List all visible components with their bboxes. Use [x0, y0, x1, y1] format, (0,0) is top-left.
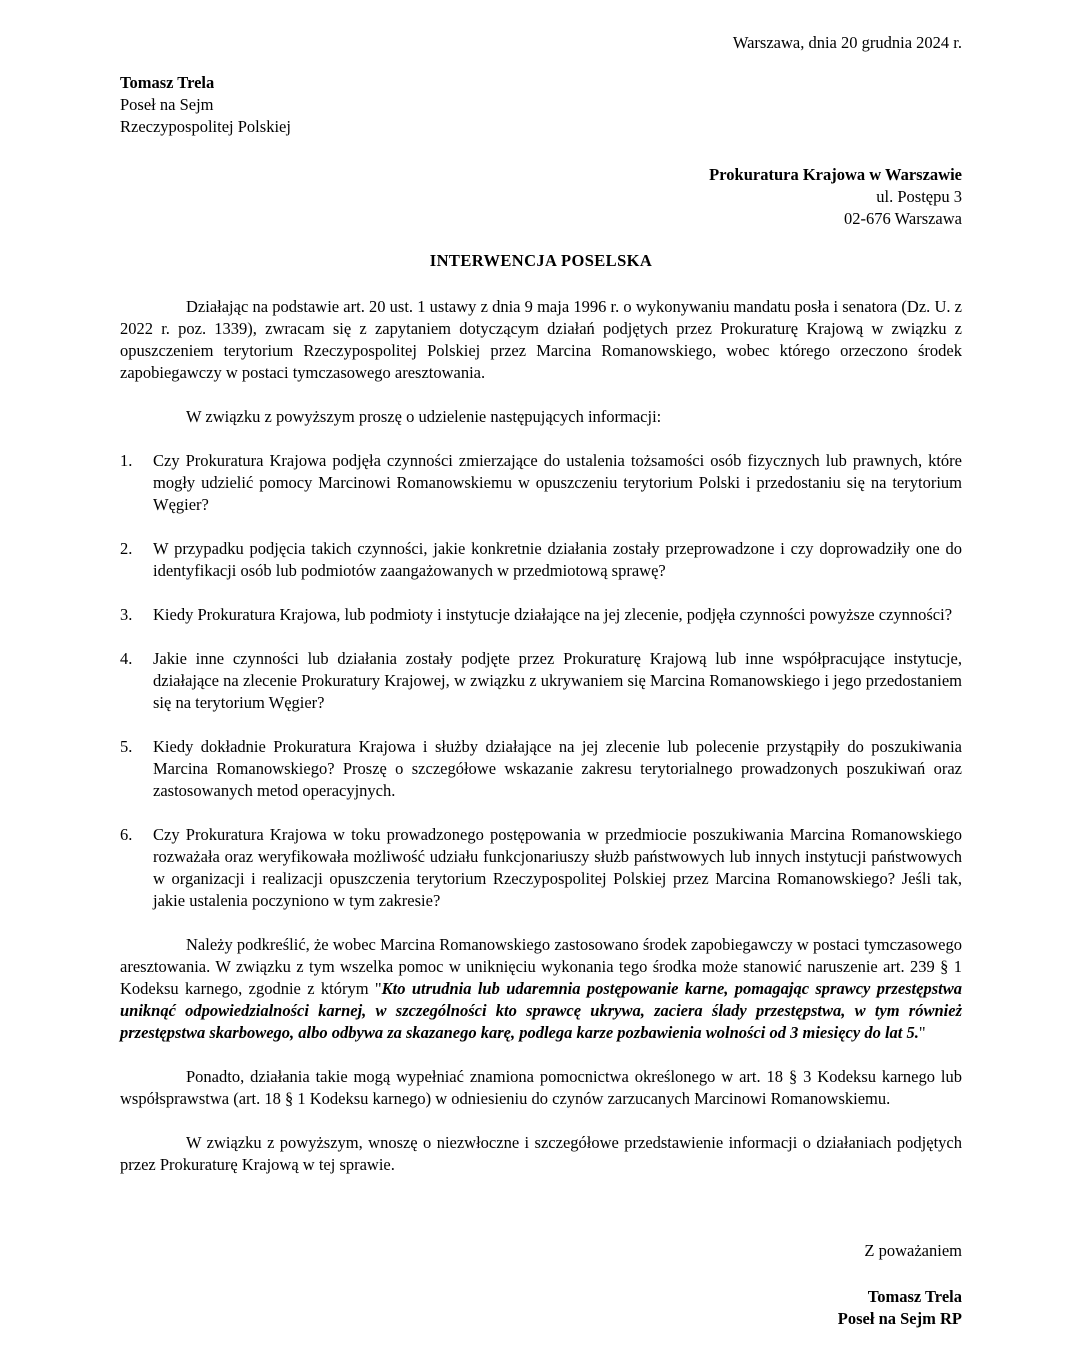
question-item-3	[120, 604, 962, 626]
request-line: W związku z powyższym proszę o udzielenie następujących informacji:	[186, 407, 662, 426]
closing-paragraph: W związku z powyższym, wnoszę o niezwłoczne i szczegółowe przedstawienie informacji o działaniach podjętych przez Prokuraturę Krajową w tej sprawie.	[120, 1133, 962, 1174]
question-item-1	[120, 450, 962, 516]
question-number: 6.	[120, 825, 133, 844]
intro-paragraph: Działając na podstawie art. 20 ust. 1 ustawy z dnia 9 maja 1996 r. o wykonywaniu mandatu posła i senatora (Dz. U. z 2022 r. poz. 1339), zwracam się z zapytaniem dotyczącym działań podjętych przez Prokuraturę Krajową w związku z opuszczeniem terytorium Rzeczypospolitej Polskiej przez Marcina Romanowskiego, wobec którego orzeczono środek zapobiegawczy w postaci tymczasowego aresztowania.	[120, 297, 962, 382]
legal-paragraph	[120, 934, 962, 1044]
sender-role-line1: Poseł na Sejm	[120, 95, 214, 114]
question-list	[120, 450, 962, 912]
question-text: Czy Prokuratura Krajowa podjęła czynności zmierzające do ustalenia tożsamości osób fizycznych lub prawnych, które mogły udzielić pomocy Marcinowi Romanowskiemu w opuszczeniu terytorium Polski i przedostaniu się na terytorium Węgier?	[153, 451, 962, 514]
question-number: 4.	[120, 649, 133, 668]
aiding-paragraph: Ponadto, działania takie mogą wypełniać znamiona pomocnictwa określonego w art. 18 § 3 Kodeksu karnego lub współsprawstwa (art. 18 § 1 Kodeksu karnego) w odniesieniu do czynów zarzucanych Marcinowi Romanowskiemu.	[120, 1067, 962, 1108]
recipient-address-line2: 02-676 Warszawa	[844, 209, 962, 228]
question-number: 5.	[120, 737, 133, 756]
question-item-5	[120, 736, 962, 802]
valediction: Z poważaniem	[864, 1241, 962, 1260]
legal-paragraph-before-quote: Należy podkreślić, że wobec Marcina Romanowskiego zastosowano środek zapobiegawczy w postaci tymczasowego aresztowania. W związku z tym wszelka pomoc w uniknięciu wykonania tego środka może stanowić naruszenie art. 239 § 1 Kodeksu karnego, zgodnie z którym "	[120, 935, 962, 998]
sender-name: Tomasz Trela	[120, 73, 215, 92]
recipient-block	[120, 164, 962, 230]
question-text: Kiedy dokładnie Prokuratura Krajowa i służby działające na jej zlecenie lub polecenie przystąpiły do poszukiwania Marcina Romanowskiego? Proszę o szczegółowe wskazanie zakresu terytorialnego prowadzonych poszukiwań oraz zastosowanych metod operacyjnych.	[153, 737, 962, 800]
legal-paragraph-after-quote: "	[918, 1023, 926, 1042]
question-number: 3.	[120, 605, 133, 624]
question-item-2	[120, 538, 962, 582]
signature-block	[120, 1286, 962, 1330]
signature-name: Tomasz Trela	[867, 1287, 962, 1306]
sender-block	[120, 72, 962, 138]
legal-quote: Kto utrudnia lub udaremnia postępowanie karne, pomagając sprawcy przestępstwa uniknąć odpowiedzialności karnej, w szczególności kto sprawcę ukrywa, zaciera ślady przestępstwa, w tym również przestępstwa skarbowego, albo odbywa za skazanego karę, podlega karze pozbawienia wolności od 3 miesięcy do lat 5.	[120, 979, 962, 1042]
question-number: 1.	[120, 451, 133, 470]
sender-role-line2: Rzeczypospolitej Polskiej	[120, 117, 291, 136]
question-text: W przypadku podjęcia takich czynności, jakie konkretnie działania zostały przeprowadzone i czy doprowadziły one do identyfikacji osób lub podmiotów zaangażowanych w przedmiotową sprawę?	[153, 539, 962, 580]
signature-title: Poseł na Sejm RP	[837, 1309, 962, 1328]
question-number: 2.	[120, 539, 133, 558]
question-item-6	[120, 824, 962, 912]
question-text: Jakie inne czynności lub działania zostały podjęte przez Prokuraturę Krajową lub inne współpracujące instytucje, działające na zlecenie Prokuratury Krajowej, w związku z ukrywaniem się Marcina Romanowskiego i jego przedostaniem się na terytorium Węgier?	[153, 649, 962, 712]
document-title: INTERWENCJA POSELSKA	[429, 251, 653, 270]
question-text: Kiedy Prokuratura Krajowa, lub podmioty i instytucje działające na jej zlecenie, podjęła czynności powyższe czynności?	[153, 605, 953, 624]
recipient-name: Prokuratura Krajowa w Warszawie	[709, 165, 962, 184]
date-line: Warszawa, dnia 20 grudnia 2024 r.	[732, 33, 962, 52]
recipient-address-line1: ul. Postępu 3	[876, 187, 962, 206]
question-text: Czy Prokuratura Krajowa w toku prowadzonego postępowania w przedmiocie poszukiwania Marcina Romanowskiego rozważała oraz weryfikowała możliwość udziału funkcjonariuszy służb państwowych lub innych instytucji państwowych w organizacji i realizacji opuszczenia terytorium Rzeczypospolitej Polskiej przez Marcina Romanowskiego? Jeśli tak, jakie ustalenia poczyniono w tym zakresie?	[153, 825, 962, 910]
question-item-4	[120, 648, 962, 714]
